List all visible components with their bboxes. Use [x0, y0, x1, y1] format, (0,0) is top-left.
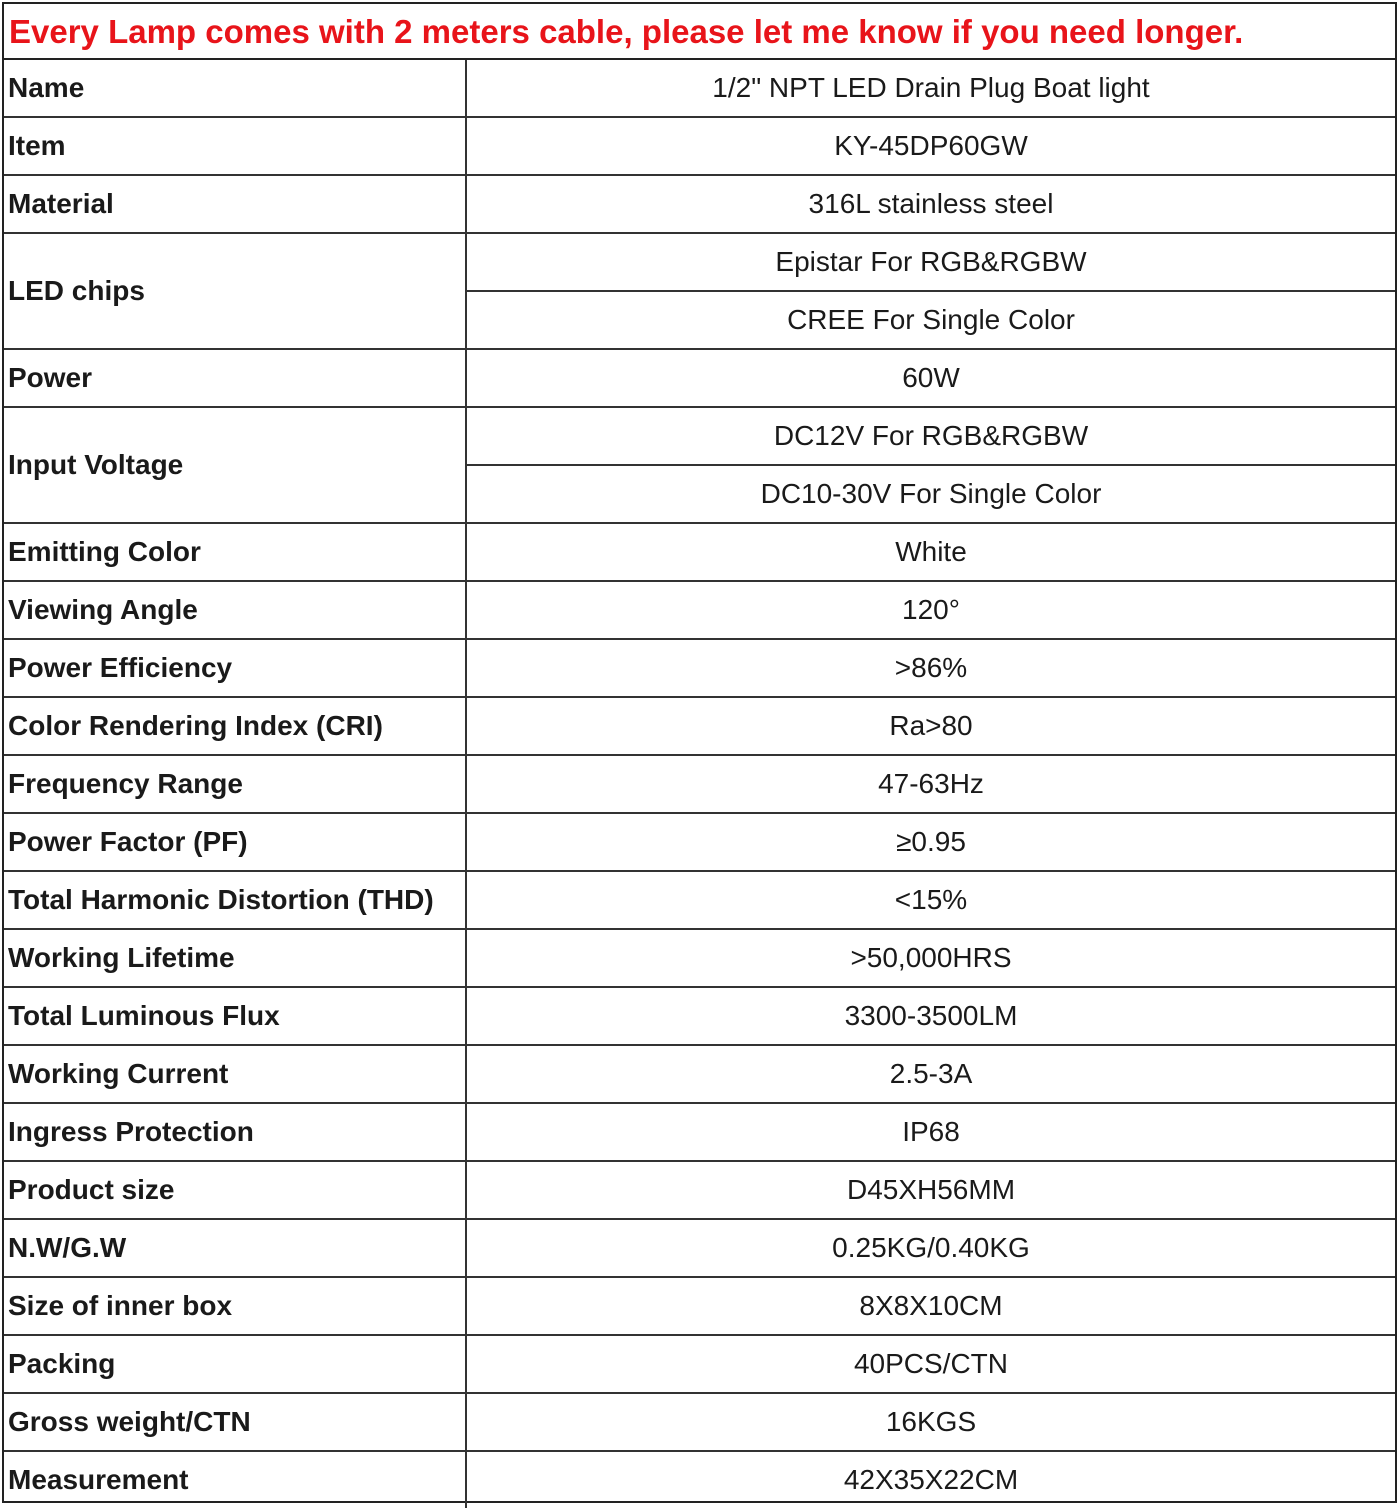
spec-value: Ra>80: [466, 697, 1395, 755]
spec-value: ≥0.95: [466, 813, 1395, 871]
spec-row: [4, 1335, 1395, 1393]
cable-notice: Every Lamp comes with 2 meters cable, please let me know if you need longer.: [4, 4, 1395, 60]
spec-row: [4, 755, 1395, 813]
spec-value: IP68: [466, 1103, 1395, 1161]
spec-value: 8X8X10CM: [466, 1277, 1395, 1335]
spec-label: Size of inner box: [4, 1277, 466, 1335]
spec-label: Power Factor (PF): [4, 813, 466, 871]
spec-value: 0.25KG/0.40KG: [466, 1219, 1395, 1277]
spec-label: Total Luminous Flux: [4, 987, 466, 1045]
spec-label: Ingress Protection: [4, 1103, 466, 1161]
spec-row: [4, 349, 1395, 407]
spec-row: [4, 60, 1395, 117]
spec-value: 47-63Hz: [466, 755, 1395, 813]
spec-row: [4, 1161, 1395, 1219]
spec-label: Packing: [4, 1335, 466, 1393]
spec-sheet: [2, 2, 1397, 1503]
spec-value: 1/2" NPT LED Drain Plug Boat light: [712, 72, 1150, 103]
spec-table-body: [4, 60, 1395, 1508]
spec-value: >86%: [466, 639, 1395, 697]
spec-value: White: [466, 523, 1395, 581]
spec-value: 120°: [466, 581, 1395, 639]
spec-row: [4, 929, 1395, 987]
spec-label: Power Efficiency: [4, 639, 466, 697]
spec-row: [4, 1219, 1395, 1277]
spec-row: [4, 407, 1395, 465]
spec-row: [4, 1277, 1395, 1335]
spec-label: Material: [4, 175, 466, 233]
spec-value: CREE For Single Color: [466, 291, 1395, 349]
spec-label: Measurement: [4, 1451, 466, 1508]
spec-label: Name: [4, 60, 466, 117]
spec-value: DC12V For RGB&RGBW: [466, 407, 1395, 465]
spec-label: Color Rendering Index (CRI): [4, 697, 466, 755]
spec-row: [4, 581, 1395, 639]
spec-value: Epistar For RGB&RGBW: [466, 233, 1395, 291]
spec-label: Item: [4, 117, 466, 175]
spec-row: [4, 871, 1395, 929]
spec-value: 316L stainless steel: [466, 175, 1395, 233]
spec-value: 40PCS/CTN: [466, 1335, 1395, 1393]
spec-row: [4, 813, 1395, 871]
spec-label: LED chips: [4, 233, 466, 349]
spec-value: 42X35X22CM: [466, 1451, 1395, 1508]
spec-row: [4, 523, 1395, 581]
spec-label: Frequency Range: [4, 755, 466, 813]
spec-row: [4, 117, 1395, 175]
spec-label: Emitting Color: [4, 523, 466, 581]
spec-value: D45XH56MM: [466, 1161, 1395, 1219]
spec-label: Working Lifetime: [4, 929, 466, 987]
spec-label: Power: [4, 349, 466, 407]
spec-row: [4, 1103, 1395, 1161]
spec-label: Gross weight/CTN: [4, 1393, 466, 1451]
spec-label: Total Harmonic Distortion (THD): [4, 871, 466, 929]
spec-row: [4, 1451, 1395, 1508]
spec-row: [4, 175, 1395, 233]
spec-row: [4, 987, 1395, 1045]
spec-row: [4, 233, 1395, 291]
spec-value: <15%: [466, 871, 1395, 929]
spec-label: Viewing Angle: [4, 581, 466, 639]
spec-value: 3300-3500LM: [466, 987, 1395, 1045]
spec-value: KY-45DP60GW: [466, 117, 1395, 175]
spec-label: Working Current: [4, 1045, 466, 1103]
spec-row: [4, 1393, 1395, 1451]
spec-label: Input Voltage: [4, 407, 466, 523]
spec-value: DC10-30V For Single Color: [466, 465, 1395, 523]
spec-value: 60W: [466, 349, 1395, 407]
spec-table: [4, 60, 1395, 1508]
spec-label: Product size: [4, 1161, 466, 1219]
spec-value: 16KGS: [466, 1393, 1395, 1451]
spec-row: [4, 1045, 1395, 1103]
spec-value: >50,000HRS: [466, 929, 1395, 987]
spec-label: N.W/G.W: [4, 1219, 466, 1277]
spec-row: [4, 639, 1395, 697]
spec-value: 2.5-3A: [466, 1045, 1395, 1103]
spec-row: [4, 697, 1395, 755]
